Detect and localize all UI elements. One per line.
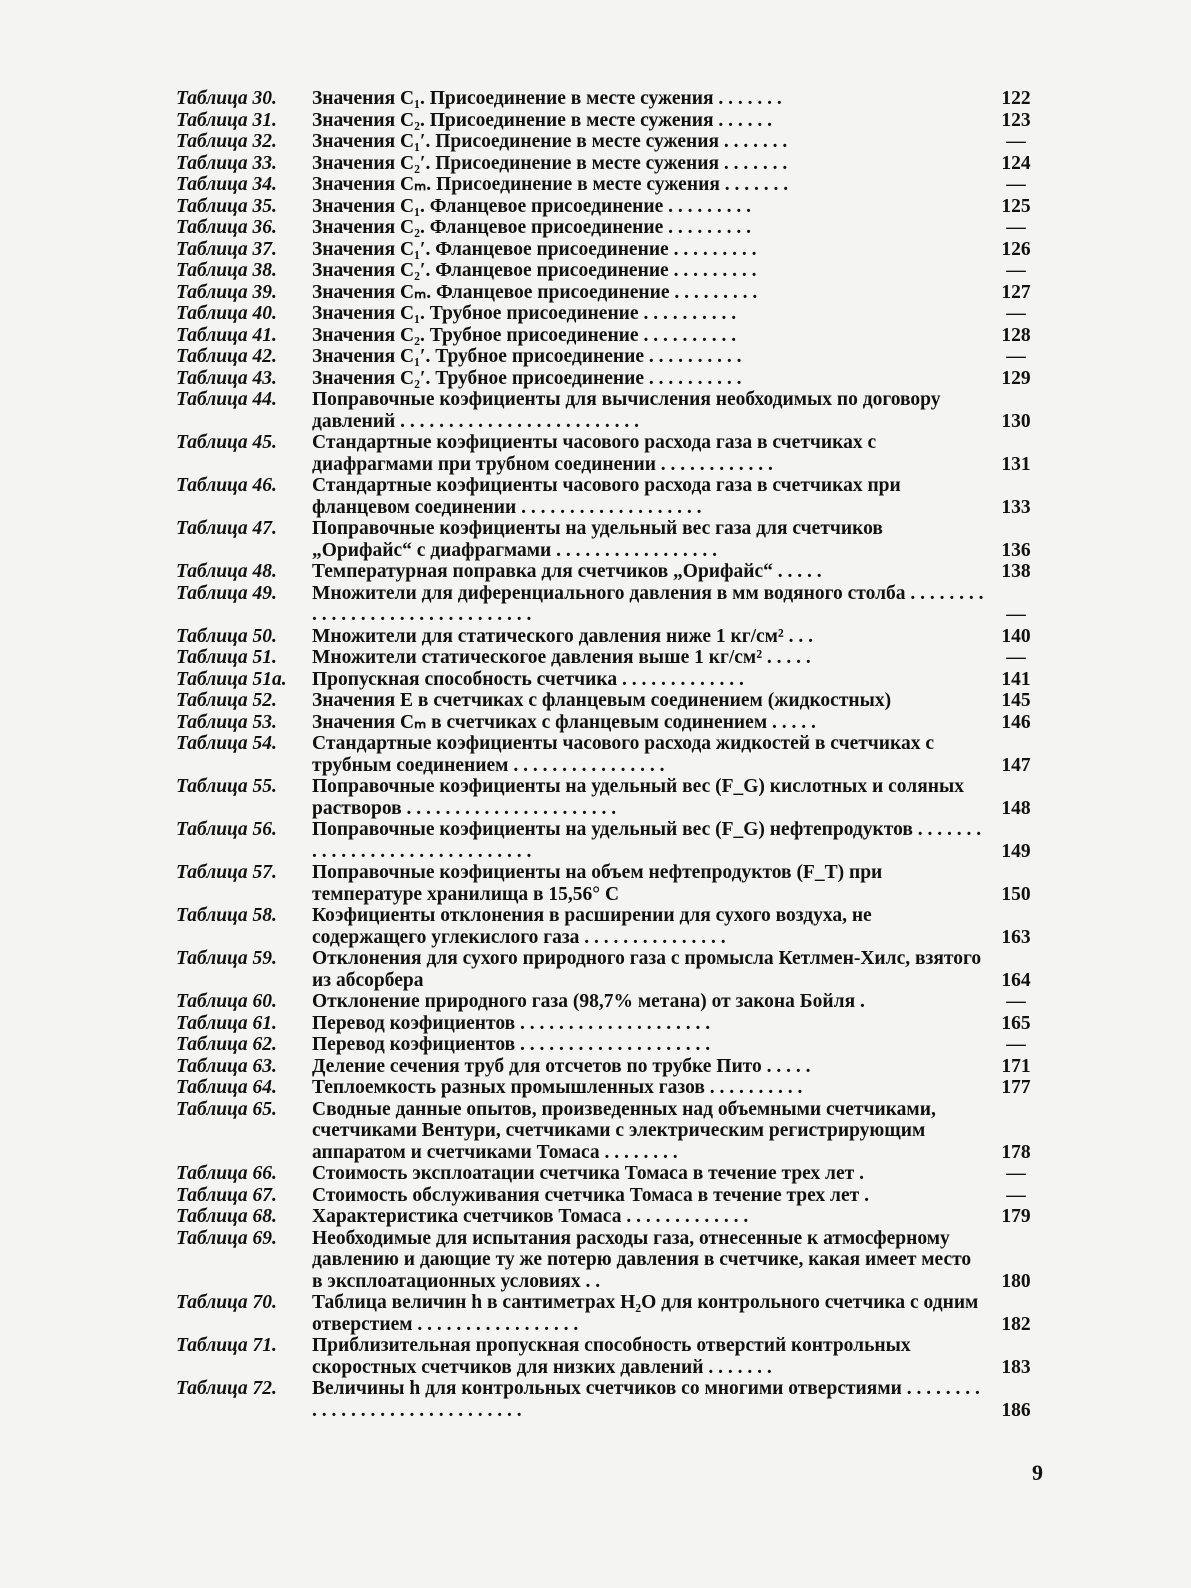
toc-entry <box>176 1206 1038 1228</box>
toc-entry <box>176 690 1038 712</box>
toc-entry-page: — <box>1006 604 1026 625</box>
toc-entry-page: 138 <box>1001 561 1031 582</box>
toc-entry-title: Необходимые для испытания расходы газа, отнесенные к атмосферному давлению и дающие ту же потерю давления в счетчике, какая имеет место в эксплоатационных условиях . . <box>312 1227 972 1292</box>
toc-entry-page: — <box>1006 1184 1026 1206</box>
toc-entry-page: 141 <box>1001 668 1031 690</box>
toc-entry <box>176 1228 1038 1293</box>
toc-entry-page: 180 <box>1001 1270 1031 1292</box>
toc-entry-page: — <box>1006 303 1026 324</box>
toc-entry-title: Значения C₂′. Трубное присоединение . . . . . . . . . . <box>312 367 742 389</box>
toc-entry-title: Значения Cₘ. Фланцевое присоединение . . . . . . . . . <box>312 281 758 303</box>
toc-entry <box>176 1292 1038 1335</box>
toc-entry-title: Пропускная способность счетчика . . . . . . . . . . . . . <box>312 668 744 690</box>
toc-entry-label: Таблица 44. <box>176 389 277 410</box>
toc-entry <box>176 647 1038 669</box>
toc-entry <box>176 325 1038 347</box>
toc-entry-label: Таблица 42. <box>176 346 277 367</box>
toc-entry <box>176 282 1038 304</box>
toc-entry-label: Таблица 35. <box>176 195 277 217</box>
toc-entry-title: Стоимость эксплоатации счетчика Томаса в течение трех лет . <box>312 1163 864 1184</box>
toc-entry-label: Таблица 52. <box>176 690 277 711</box>
toc-entry <box>176 948 1038 991</box>
toc-entry-label: Таблица 31. <box>176 109 277 131</box>
toc-entry-page: 178 <box>1001 1141 1031 1163</box>
toc-entry-label: Таблица 46. <box>176 475 277 496</box>
toc-entry-page: 186 <box>1001 1399 1031 1421</box>
toc-entry-title: Значения C₂′. Фланцевое присоединение . . . . . . . . . <box>312 260 757 281</box>
toc-entry-title: Стоимость обслуживания счетчика Томаса в течение трех лет . <box>312 1184 869 1206</box>
toc-entry-title: Значения C₂′. Присоединение в месте сужения . . . . . . . <box>312 152 788 174</box>
toc-entry <box>176 260 1038 282</box>
toc-entry-title: Перевод коэфициентов . . . . . . . . . . . . . . . . . . . . <box>312 1034 711 1055</box>
toc-entry-label: Таблица 60. <box>176 991 277 1012</box>
toc-entry-label: Таблица 70. <box>176 1292 277 1313</box>
toc-entry <box>176 432 1038 475</box>
toc-entry-page: 164 <box>1001 969 1031 991</box>
toc-entry-title: Множители статическогое давления выше 1 кг/см² . . . . . <box>312 647 811 668</box>
toc-entry-page: 126 <box>1001 238 1031 260</box>
toc-entry-page: 123 <box>1001 109 1031 131</box>
toc-entry-label: Таблица 30. <box>176 88 277 109</box>
toc-entry-title: Значения C₁. Трубное присоединение . . . . . . . . . . <box>312 303 737 324</box>
toc-entry-label: Таблица 63. <box>176 1055 277 1077</box>
toc-entry-label: Таблица 38. <box>176 260 277 281</box>
toc-entry-page: 177 <box>1001 1077 1031 1098</box>
toc-entry <box>176 1013 1038 1035</box>
toc-entry <box>176 1056 1038 1078</box>
toc-entry-label: Таблица 36. <box>176 217 277 238</box>
toc-entry <box>176 131 1038 153</box>
toc-entry-label: Таблица 34. <box>176 174 277 195</box>
toc-entry-page: 122 <box>1001 88 1031 109</box>
toc-entry-page: 150 <box>1001 883 1031 905</box>
toc-entry-label: Таблица 40. <box>176 303 277 324</box>
toc-entry-page: 147 <box>1001 754 1031 776</box>
toc-entry <box>176 239 1038 261</box>
toc-entry-title: Значения C₂. Фланцевое присоединение . . . . . . . . . <box>312 217 751 238</box>
toc-entry <box>176 368 1038 390</box>
toc-entry-title: Отклонение природного газа (98,7% метана) от закона Бойля . <box>312 991 865 1012</box>
toc-entry-page: 146 <box>1001 711 1031 733</box>
toc-entry-title: Приблизительная пропускная способность отверстий контрольных скоростных счетчиков для низких давлений . . . . . . . <box>312 1335 911 1378</box>
toc-entry-label: Таблица 64. <box>176 1077 277 1098</box>
toc-entry <box>176 712 1038 734</box>
toc-entry-label: Таблица 39. <box>176 281 277 303</box>
toc-entry-page: — <box>1006 991 1026 1012</box>
toc-entry-page: 163 <box>1001 926 1031 948</box>
toc-entry <box>176 905 1038 948</box>
toc-entry-label: Таблица 58. <box>176 905 277 926</box>
toc-entry <box>176 1185 1038 1207</box>
toc-entry <box>176 583 1038 626</box>
toc-entry-label: Таблица 54. <box>176 733 277 754</box>
toc-entry-title: Значения C₁′. Трубное присоединение . . . . . . . . . . <box>312 346 742 367</box>
toc-entry-title: Стандартные коэфициенты часового расхода газа в счетчиках с диафрагмами при трубном соединении . . . . . . . . . . . . <box>312 432 877 475</box>
toc-entry <box>176 303 1038 325</box>
toc-entry-title: Температурная поправка для счетчиков „Орифайс“ . . . . . <box>312 561 822 582</box>
toc-entry-label: Таблица 71. <box>176 1335 277 1356</box>
toc-entry-title: Множители для статического давления ниже 1 кг/см² . . . <box>312 625 814 647</box>
toc-entry-label: Таблица 67. <box>176 1184 277 1206</box>
toc-entry-label: Таблица 69. <box>176 1227 277 1249</box>
toc-entry-title: Поправочные коэфициенты на удельный вес газа для счетчиков „Орифайс“ с диафрагмами . . . . . . . . . . . . . . . . . <box>312 518 883 561</box>
toc-entry-label: Таблица 45. <box>176 432 277 453</box>
toc-entry-label: Таблица 68. <box>176 1206 277 1227</box>
toc-entry <box>176 196 1038 218</box>
toc-entry-label: Таблица 57. <box>176 862 277 883</box>
toc-entry-label: Таблица 37. <box>176 238 277 260</box>
toc-entry-page: 165 <box>1001 1012 1031 1034</box>
toc-entry-label: Таблица 49. <box>176 582 277 604</box>
toc-entry-label: Таблица 72. <box>176 1378 277 1399</box>
toc-entry-title: Значения Cₘ в счетчиках с фланцевым содинением . . . . . <box>312 711 816 733</box>
toc-entry-title: Таблица величин h в сантиметрах H₂O для контрольного счетчика с одним отверстием . . . . . . . . . . . . . . . . . <box>312 1292 979 1335</box>
toc-entry-label: Таблица 33. <box>176 152 277 174</box>
toc-entry-title: Деление сечения труб для отсчетов по трубке Пито . . . . . <box>312 1055 811 1077</box>
toc-entry-label: Таблица 55. <box>176 776 277 797</box>
toc-entry <box>176 561 1038 583</box>
toc-entry-title: Перевод коэфициентов . . . . . . . . . . . . . . . . . . . . <box>312 1012 711 1034</box>
toc-entry-page: — <box>1006 131 1026 152</box>
toc-entry <box>176 217 1038 239</box>
toc-entry-page: 129 <box>1001 367 1031 389</box>
toc-entry <box>176 346 1038 368</box>
toc-entry-title: Поправочные коэфициенты на удельный вес (F_G) нефтепродуктов . . . . . . . . . . . . . . . . . . . . . . . . . . . . . . <box>312 819 982 862</box>
toc-entry <box>176 862 1038 905</box>
toc-entry-page: — <box>1006 647 1026 668</box>
toc-entry <box>176 733 1038 776</box>
toc-entry <box>176 1077 1038 1099</box>
toc-entry-page: 182 <box>1001 1313 1031 1335</box>
toc-entry-title: Характеристика счетчиков Томаса . . . . . . . . . . . . . <box>312 1206 749 1227</box>
toc-entry-title: Поправочные коэфициенты для вычисления необходимых по договору давлений . . . . . . . . . . . . . . . . . . . . . . . . . <box>312 389 941 432</box>
toc-entry <box>176 1163 1038 1185</box>
toc-entry-label: Таблица 51а. <box>176 668 287 690</box>
toc-entry-page: — <box>1006 1163 1026 1184</box>
toc-entry <box>176 1099 1038 1164</box>
toc-entry <box>176 669 1038 691</box>
toc-entry-label: Таблица 51. <box>176 647 277 668</box>
toc-entry <box>176 1378 1038 1421</box>
toc-entry <box>176 88 1038 110</box>
toc-entry-title: Значения C₂. Присоединение в месте сужения . . . . . . <box>312 109 773 131</box>
toc-entry <box>176 174 1038 196</box>
toc-entry <box>176 389 1038 432</box>
toc-entry <box>176 1335 1038 1378</box>
toc-entry-label: Таблица 59. <box>176 948 277 969</box>
toc-entry-label: Таблица 41. <box>176 324 277 346</box>
toc-entry-title: Значения E в счетчиках с фланцевым соединением (жидкостных) <box>312 690 892 711</box>
toc-entry-page: — <box>1006 217 1026 238</box>
toc-entry-page: 148 <box>1001 797 1031 819</box>
toc-entry-title: Стандартные коэфициенты часового расхода газа в счетчиках при фланцевом соединении . . . . . . . . . . . . . . . . . . . <box>312 475 901 518</box>
toc-entry-page: — <box>1006 1034 1026 1055</box>
toc-entry <box>176 819 1038 862</box>
toc-entry-label: Таблица 56. <box>176 819 277 840</box>
toc-entry <box>176 626 1038 648</box>
toc-entry-title: Стандартные коэфициенты часового расхода жидкостей в счетчиках с трубным соединением . . . . . . . . . . . . . . . . <box>312 733 935 776</box>
toc-entry-page: 140 <box>1001 625 1031 647</box>
toc-entry-title: Значения C₂. Трубное присоединение . . . . . . . . . . <box>312 324 737 346</box>
toc-entry-label: Таблица 47. <box>176 518 277 539</box>
toc-entry <box>176 1034 1038 1056</box>
toc-entry-page: 136 <box>1001 539 1031 561</box>
toc-entry-title: Поправочные коэфициенты на объем нефтепродуктов (F_T) при температуре хранилища в 15,56° С <box>312 862 883 905</box>
toc-entry-title: Отклонения для сухого природного газа с промысла Кетлмен-Хилс, взятого из абсорбера <box>312 948 982 991</box>
toc-entry-title: Значения C₁. Фланцевое присоединение . . . . . . . . . <box>312 195 751 217</box>
toc-entry <box>176 475 1038 518</box>
toc-entry-page: 124 <box>1001 152 1031 174</box>
toc-entry-title: Поправочные коэфициенты на удельный вес (F_G) кислотных и соляных растворов . . . . . . . . . . . . . . . . . . . . . . <box>312 776 964 819</box>
toc-entry-page: 149 <box>1001 840 1031 862</box>
toc-entry-page: — <box>1006 346 1026 367</box>
toc-entry-title: Значения Cₘ. Присоединение в месте сужения . . . . . . . <box>312 174 789 195</box>
toc-entry-page: 130 <box>1001 410 1031 432</box>
toc-entry-title: Коэфициенты отклонения в расширении для сухого воздуха, не содержащего углекислого газа . . . . . . . . . . . . . . . <box>312 905 872 948</box>
toc-entry <box>176 518 1038 561</box>
toc-entry-title: Множители для диференциального давления в мм водяного столба . . . . . . . . . . . . . . . . . . . . . . . . . . . . . . . <box>312 582 984 625</box>
toc-entry-page: 183 <box>1001 1356 1031 1378</box>
toc-entry-label: Таблица 61. <box>176 1012 277 1034</box>
page-number: 9 <box>1032 1460 1043 1485</box>
toc-entry-label: Таблица 43. <box>176 367 277 389</box>
toc-entry-page: 133 <box>1001 496 1031 518</box>
toc-entry-label: Таблица 48. <box>176 561 277 582</box>
toc-entry-title: Величины h для контрольных счетчиков со многими отверстиями . . . . . . . . . . . . . . . . . . . . . . . . . . . . . . <box>312 1378 980 1421</box>
toc-entry-page: — <box>1006 174 1026 195</box>
toc-entry-label: Таблица 53. <box>176 711 277 733</box>
toc-entry-title: Значения C₁′. Присоединение в месте сужения . . . . . . . <box>312 131 788 152</box>
toc-entry-page: 145 <box>1001 690 1031 711</box>
toc-entry-page: 127 <box>1001 281 1031 303</box>
toc-entry-title: Теплоемкость разных промышленных газов . . . . . . . . . . <box>312 1077 803 1098</box>
table-of-contents <box>176 88 1038 1421</box>
toc-entry-page: 128 <box>1001 324 1031 346</box>
toc-entry-title: Значения C₁. Присоединение в месте сужения . . . . . . . <box>312 88 782 109</box>
toc-entry-page: — <box>1006 260 1026 281</box>
toc-entry-title: Сводные данные опытов, произведенных над объемными счетчиками, счетчиками Вентури, счетчиками с электрическим регистрирующим аппаратом и счетчиками Томаса . . . . . . . . <box>312 1098 936 1163</box>
toc-entry-label: Таблица 66. <box>176 1163 277 1184</box>
toc-entry-page: 179 <box>1001 1206 1031 1227</box>
toc-entry <box>176 991 1038 1013</box>
toc-entry-label: Таблица 50. <box>176 625 277 647</box>
toc-entry-page: 131 <box>1001 453 1031 475</box>
toc-entry-page: 171 <box>1001 1055 1031 1077</box>
toc-entry-label: Таблица 62. <box>176 1034 277 1055</box>
toc-entry <box>176 110 1038 132</box>
toc-entry <box>176 153 1038 175</box>
toc-entry-label: Таблица 32. <box>176 131 277 152</box>
toc-entry-page: 125 <box>1001 195 1031 217</box>
toc-entry-title: Значения C₁′. Фланцевое присоединение . . . . . . . . . <box>312 238 757 260</box>
toc-entry-label: Таблица 65. <box>176 1098 277 1120</box>
toc-entry <box>176 776 1038 819</box>
